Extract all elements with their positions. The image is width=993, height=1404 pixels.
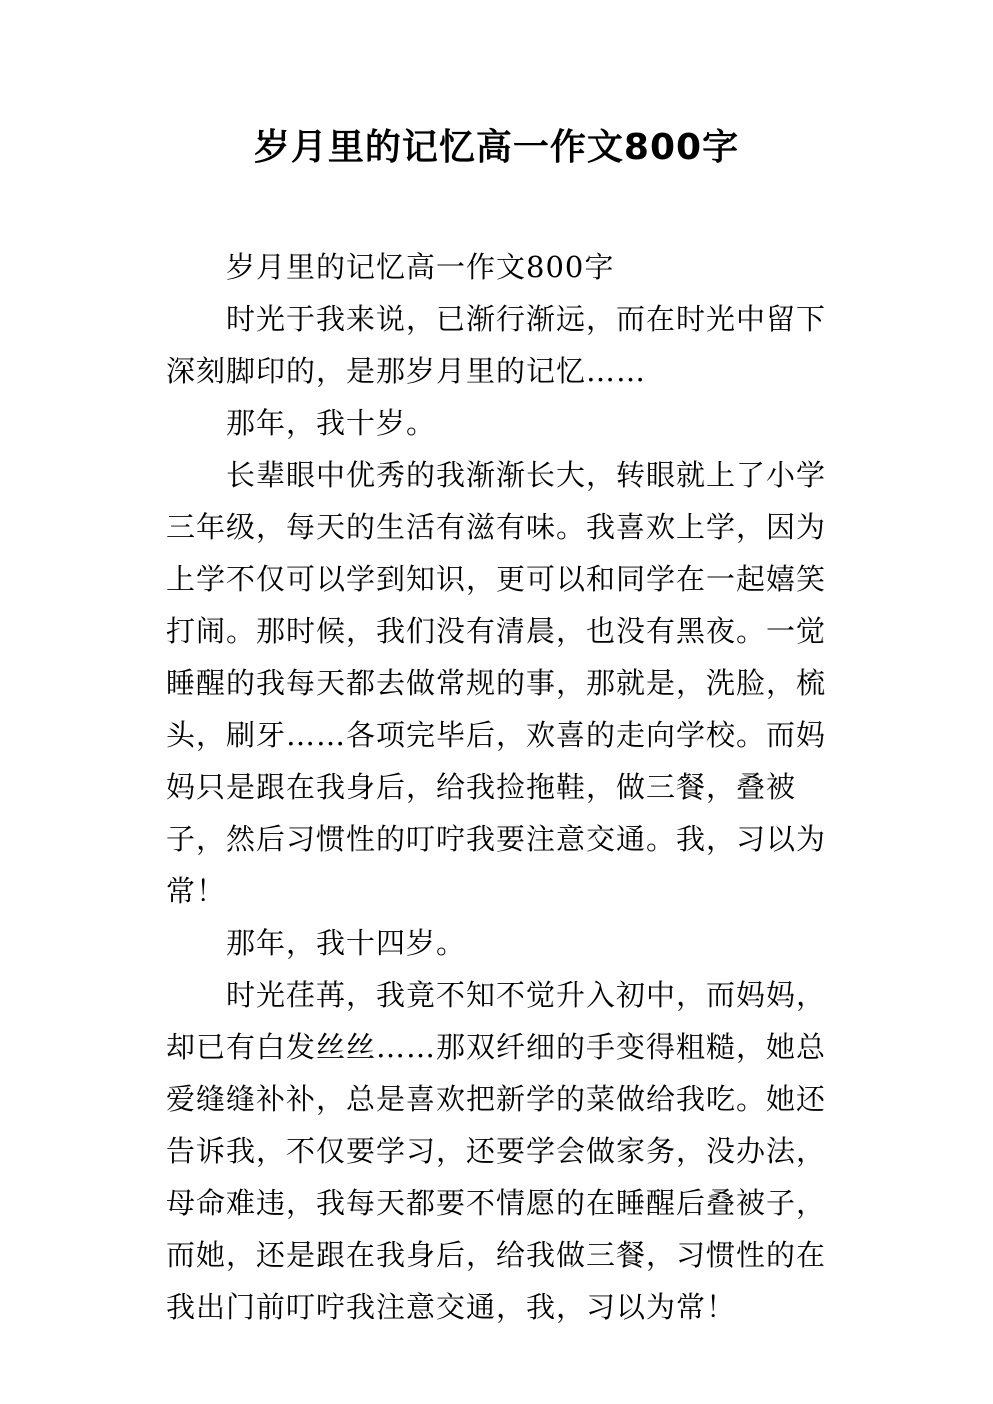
paragraph-primary-school: 长辈眼中优秀的我渐渐长大，转眼就上了小学三年级，每天的生活有滋有味。我喜欢上学，因为上学不仅可以学到知识，更可以和同学在一起嬉笑打闹。那时候，我们没有清晨，也没有黑夜。一觉睡醒的我每天都去做常规的事，那就是，洗脸，梳头，刷牙……各项完毕后，欢喜的走向学校。而妈妈只是跟在我身后，给我捡拖鞋，做三餐，叠被子，然后习惯性的叮咛我要注意交通。我，习以为常！ [166,458,827,908]
paragraph-middle-school: 时光荏苒，我竟不知不觉升入初中，而妈妈，却已有白发丝丝……那双纤细的手变得粗糙，她总爱缝缝补补，总是喜欢把新学的菜做给我吃。她还告诉我，不仅要学习，还要学会做家务，没办法，母命难违，我每天都要不情愿的在睡醒后叠被子，而她，还是跟在我身后，给我做三餐，习惯性的在我出门前叮咛我注意交通，我，习以为常！ [166,978,827,1324]
paragraph-subtitle: 岁月里的记忆高一作文800字 [226,250,615,284]
document-title: 岁月里的记忆高一作文800字 [253,127,740,168]
paragraph-age-ten: 那年，我十岁。 [226,406,437,440]
paragraph-intro: 时光于我来说，已渐行渐远，而在时光中留下深刻脚印的，是那岁月里的记忆…… [166,302,827,388]
document-body [166,241,836,1333]
paragraph-age-fourteen: 那年，我十四岁。 [226,926,467,960]
